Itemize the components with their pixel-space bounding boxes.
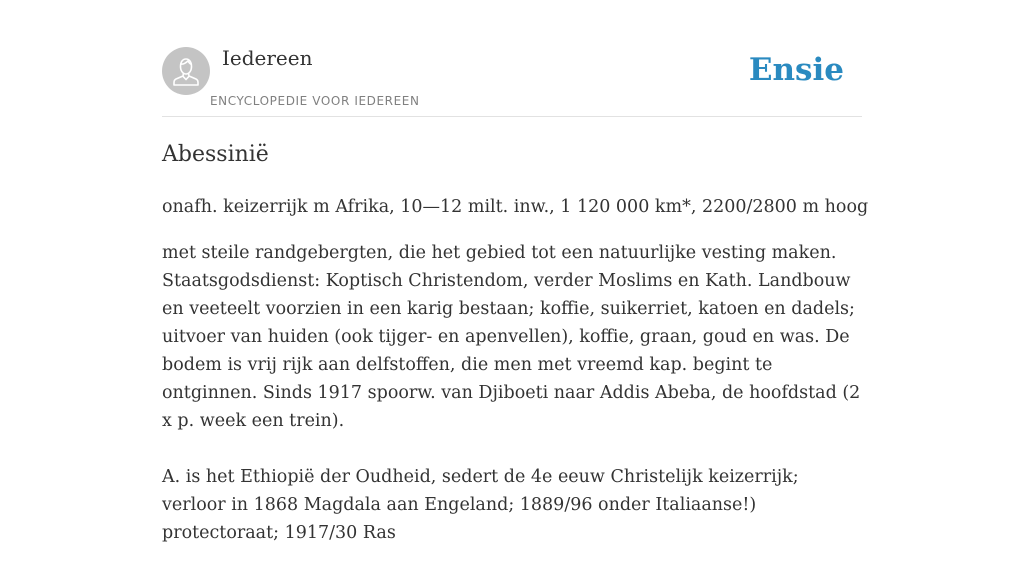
avatar[interactable]: [162, 47, 210, 95]
article-body: [162, 239, 864, 575]
article-lead: onafh. keizerrijk m Afrika, 10—12 milt. inw., 1 120 000 km*, 2200/2800 m hoog: [162, 197, 869, 217]
user-avatar-icon: [162, 47, 210, 95]
article-paragraph: A. is het Ethiopië der Oudheid, sedert de 4e eeuw Christelijk keizerrijk; verloor in 1868 Magdala aan Engeland; 1889/96 onder Italiaanse!) protectoraat; 1917/30 Ras: [162, 467, 799, 543]
author-name[interactable]: Iedereen: [222, 46, 313, 70]
site-subtitle: ENCYCLOPEDIE VOOR IEDEREEN: [210, 94, 420, 108]
article-title: Abessinië: [162, 142, 269, 167]
brand-logo-link[interactable]: Ensie: [748, 52, 844, 88]
header: [162, 0, 862, 117]
article-paragraph: met steile randgebergten, die het gebied tot een natuurlijke vesting maken. Staatsgodsdienst: Koptisch Christendom, verder Moslims en Kath. Landbouw en veeteelt voorzien in een karig bestaan; koffie, suikerriet, katoen en dadels; uitvoer van huiden (ook tijger- en apenvellen), koffie, graan, goud en was. De bodem is vrij rijk aan delfstoffen, die men met vreemd kap. begint te ontginnen. Sinds 1917 spoorw. van Djiboeti naar Addis Abeba, de hoofdstad (2 x p. week een trein).: [162, 243, 861, 431]
page: [162, 0, 869, 543]
